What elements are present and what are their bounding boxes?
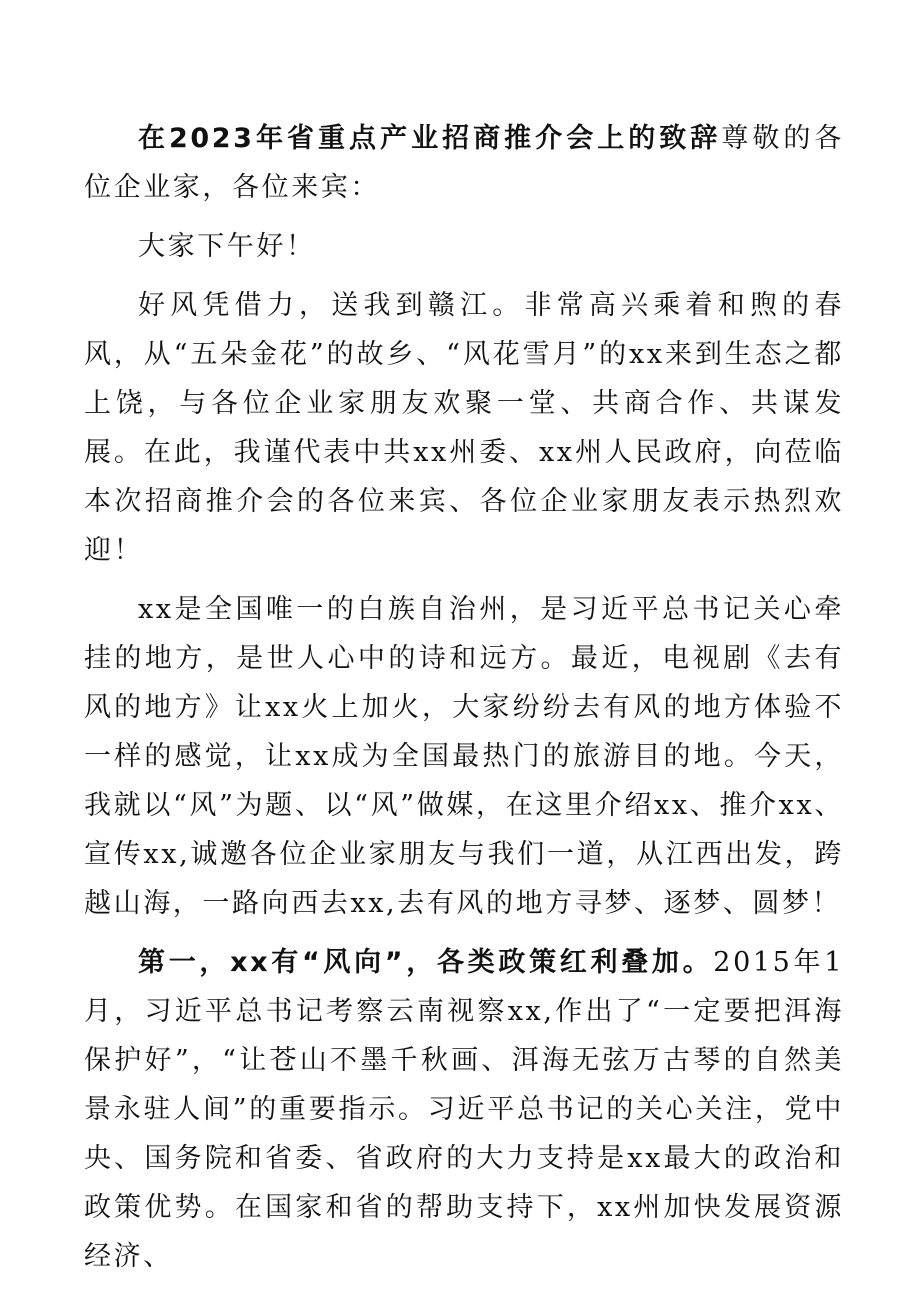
section-one-body: 2015年1月，习近平总书记考察云南视察xx,作出了“一定要把洱海保护好”，“让苍山不墨千秋画、洱海无弦万古琴的自然美景永驻人间”的重要指示。习近平总书记的关心关注，党中央、国务院和省委、省政府的大力支持是xx最大的政治和政策优势。在国家和省的帮助支持下，xx州加快发展资源经济、 — [84, 947, 844, 1272]
document-body — [84, 114, 844, 1291]
document-title: 在2023年省重点产业招商推介会上的致辞 — [138, 123, 722, 154]
paragraph-introduction: xx是全国唯一的白族自治州，是习近平总书记关心牵挂的地方，是世人心中的诗和远方。最近，电视剧《去有风的地方》让xx火上加火，大家纷纷去有风的地方体验不一样的感觉，让xx成为全国最热门的旅游目的地。今天，我就以“风”为题、以“风”做媒，在这里介绍xx、推介xx、宣传xx,诚邀各位企业家朋友与我们一道，从江西出发，跨越山海，一路向西去xx,去有风的地方寻梦、逐梦、圆梦！ — [84, 594, 844, 919]
section-one-paragraph — [84, 938, 844, 1281]
paragraph-welcome: 好风凭借力，送我到赣江。非常高兴乘着和煦的春风，从“五朵金花”的故乡、“风花雪月”的xx来到生态之都上饶，与各位企业家朋友欢聚一堂、共商合作、共谋发展。在此，我谨代表中共xx州委、xx州人民政府，向莅临本次招商推介会的各位来宾、各位企业家朋友表示热烈欢迎！ — [84, 290, 844, 566]
section-one-heading: 第一，xx有“风向”，各类政策红利叠加。 — [138, 947, 714, 978]
opening-paragraph — [84, 114, 844, 212]
salutation: 大家下午好！ — [138, 231, 316, 262]
greeting: 尊敬的各位企业家，各位来宾： — [84, 123, 844, 203]
